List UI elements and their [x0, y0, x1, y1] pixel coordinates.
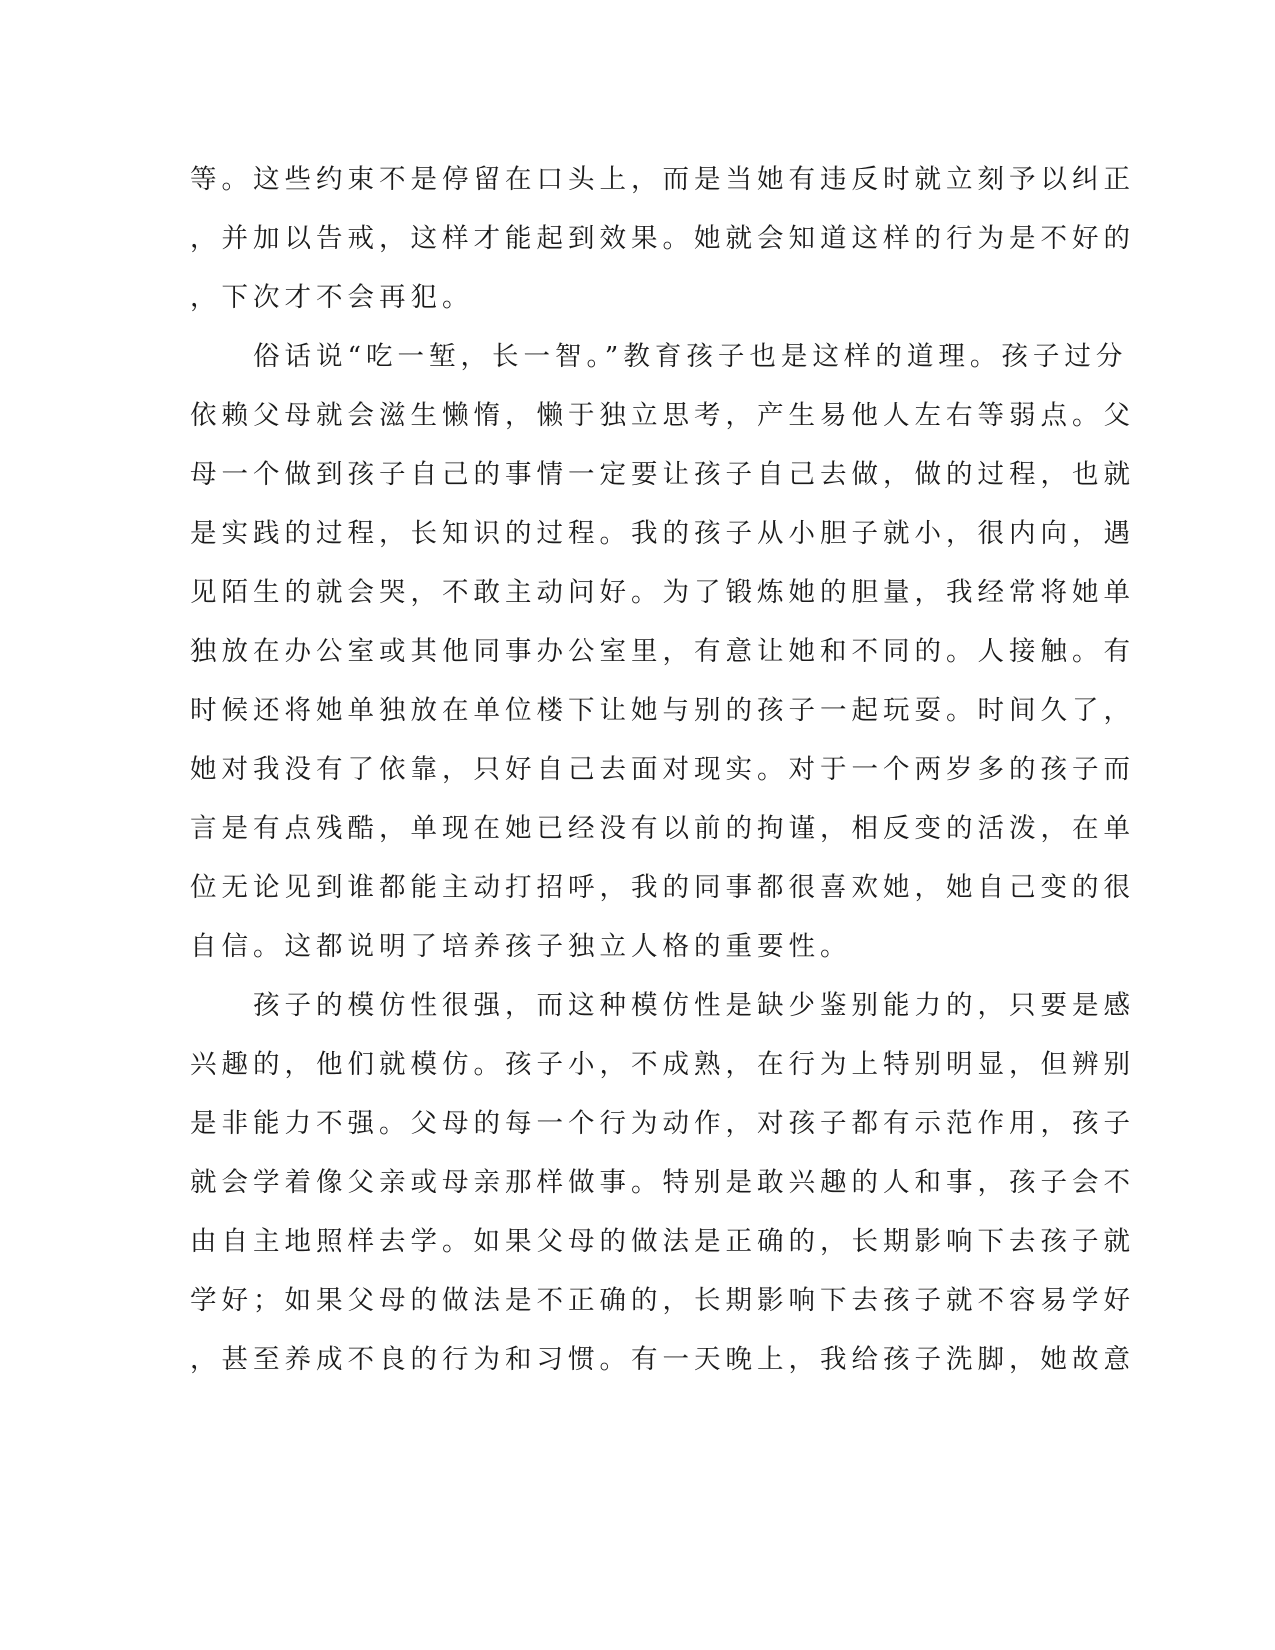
text-line: 她对我没有了依靠，只好自己去面对现实。对于一个两岁多的孩子而: [190, 754, 1135, 785]
text-line: 位无论见到谁都能主动打招呼，我的同事都很喜欢她，她自己变的很: [190, 872, 1135, 903]
text-line: 是非能力不强。父母的每一个行为动作，对孩子都有示范作用，孩子: [190, 1108, 1135, 1139]
text-line: ，并加以告戒，这样才能起到效果。她就会知道这样的行为是不好的: [190, 223, 1135, 254]
text-line: 兴趣的，他们就模仿。孩子小，不成熟，在行为上特别明显，但辨别: [190, 1049, 1135, 1080]
text-line: 就会学着像父亲或母亲那样做事。特别是敢兴趣的人和事，孩子会不: [190, 1167, 1135, 1198]
text-line: 时候还将她单独放在单位楼下让她与别的孩子一起玩耍。时间久了，: [190, 695, 1135, 726]
text-line: ，下次才不会再犯。: [190, 282, 474, 313]
text-line: 由自主地照样去学。如果父母的做法是正确的，长期影响下去孩子就: [190, 1226, 1135, 1257]
text-line: 自信。这都说明了培养孩子独立人格的重要性。: [190, 931, 852, 962]
text-line: 依赖父母就会滋生懒惰，懒于独立思考，产生易他人左右等弱点。父: [190, 400, 1135, 431]
text-line: 独放在办公室或其他同事办公室里，有意让她和不同的。人接触。有: [190, 636, 1135, 667]
text-line: 等。这些约束不是停留在口头上，而是当她有违反时就立刻予以纠正: [190, 164, 1135, 195]
text-line: 言是有点残酷，单现在她已经没有以前的拘谨，相反变的活泼，在单: [190, 813, 1135, 844]
text-line: 见陌生的就会哭，不敢主动问好。为了锻炼她的胆量，我经常将她单: [190, 577, 1135, 608]
text-line: 学好；如果父母的做法是不正确的，长期影响下去孩子就不容易学好: [190, 1285, 1135, 1316]
text-line: ，甚至养成不良的行为和习惯。有一天晚上，我给孩子洗脚，她故意: [190, 1344, 1135, 1375]
text-line: 俗话说“吃一堑，长一智。”教育孩子也是这样的道理。孩子过分: [190, 341, 1128, 372]
text-line: 是实践的过程，长知识的过程。我的孩子从小胆子就小，很内向，遇: [190, 518, 1135, 549]
text-line: 孩子的模仿性很强，而这种模仿性是缺少鉴别能力的，只要是感: [190, 990, 1135, 1021]
text-line: 母一个做到孩子自己的事情一定要让孩子自己去做，做的过程，也就: [190, 459, 1135, 490]
